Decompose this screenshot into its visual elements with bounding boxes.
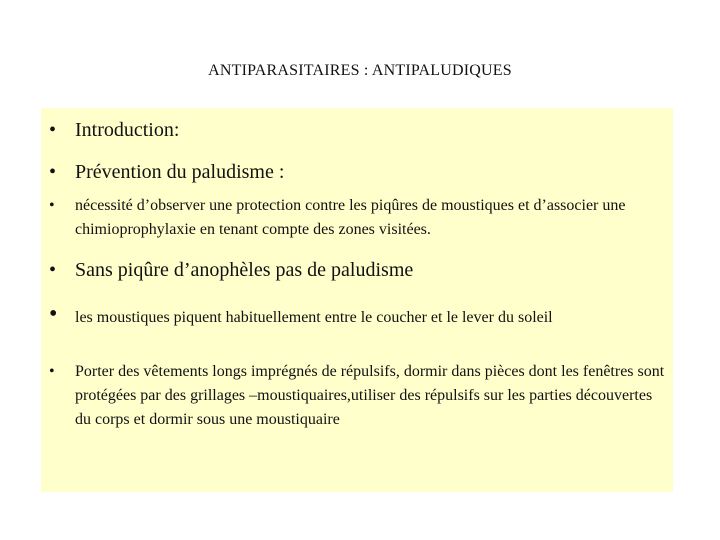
bullet-text: Introduction: xyxy=(75,119,180,141)
bullet-icon: • xyxy=(49,161,57,183)
content-panel xyxy=(41,108,673,492)
bullet-text: nécessité d’observer une protection contre les piqûres de moustiques et d’associer une chimioprophylaxie en tenant compte des zones visitées. xyxy=(75,197,626,238)
bullet-text: Prévention du paludisme : xyxy=(75,161,285,183)
bullet-icon: • xyxy=(49,301,58,327)
bullet-icon: • xyxy=(49,197,55,214)
slide-title: ANTIPARASITAIRES : ANTIPALUDIQUES xyxy=(208,62,512,79)
bullet-text: Sans piqûre d’anophèles pas de paludisme xyxy=(75,259,414,281)
bullet-icon: • xyxy=(49,259,57,281)
bullet-text: Porter des vêtements longs imprégnés de répulsifs, dormir dans pièces dont les fenêtres sont protégées par des grillages –moustiquaires,utiliser des répulsifs sur les parties découvertes du corps et dormir sous une moustiquaire xyxy=(75,363,665,428)
bullet-icon: • xyxy=(49,363,55,380)
bullet-icon: • xyxy=(49,119,57,141)
bullet-text: les moustiques piquent habituellement entre le coucher et le lever du soleil xyxy=(75,309,553,326)
